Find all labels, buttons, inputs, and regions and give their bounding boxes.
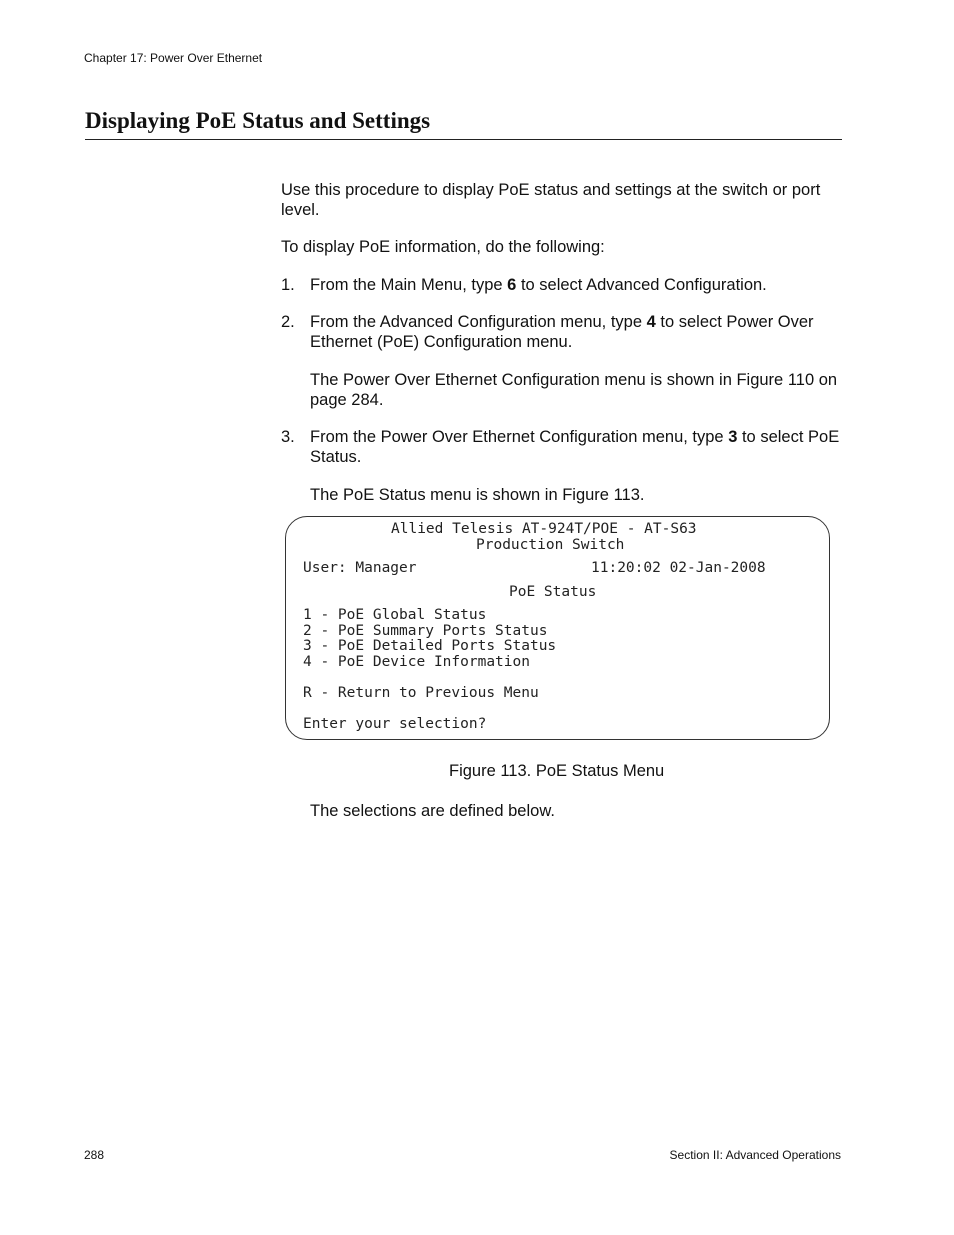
section-title: Displaying PoE Status and Settings [85,108,842,140]
step-1-number: 1. [281,276,295,294]
terminal-title-line-2: Production Switch [476,537,625,553]
footer-section: Section II: Advanced Operations [669,1148,841,1162]
terminal-screen-figure [285,516,830,740]
step-3-note: The PoE Status menu is shown in Figure 113. [310,486,645,504]
step-2-key: 4 [646,313,656,331]
step-2-number: 2. [281,313,295,331]
terminal-user: User: Manager [303,560,417,576]
terminal-option-3: 3 - PoE Detailed Ports Status [303,638,557,654]
step-1-key: 6 [507,276,517,294]
step-3-number: 3. [281,428,295,446]
step-2-note: The Power Over Ethernet Configuration menu is shown in Figure 110 on page 284. [310,371,838,409]
step-2-text: From the Advanced Configuration menu, type 4 to select Power Over Ethernet (PoE) Configuration menu. [310,313,814,351]
terminal-option-4: 4 - PoE Device Information [303,654,530,670]
after-figure-paragraph: The selections are defined below. [310,802,555,820]
step-3-text: From the Power Over Ethernet Configuration menu, type 3 to select PoE Status. [310,428,840,466]
terminal-option-2: 2 - PoE Summary Ports Status [303,623,548,639]
terminal-prompt: Enter your selection? [303,716,487,732]
terminal-title-line-1: Allied Telesis AT-924T/POE - AT-S63 [391,521,697,537]
lead-paragraph: To display PoE information, do the following: [281,238,605,256]
figure-caption: Figure 113. PoE Status Menu [449,762,665,780]
terminal-datetime: 11:20:02 02-Jan-2008 [591,560,766,576]
intro-paragraph: Use this procedure to display PoE status and settings at the switch or port level. [281,181,821,219]
running-header: Chapter 17: Power Over Ethernet [84,51,263,65]
page-number: 288 [84,1148,105,1162]
terminal-menu-title: PoE Status [509,584,597,600]
terminal-return-option: R - Return to Previous Menu [303,685,539,701]
step-1-text: From the Main Menu, type 6 to select Advanced Configuration. [310,276,767,294]
terminal-option-1: 1 - PoE Global Status [303,607,487,623]
step-3-key: 3 [728,428,738,446]
